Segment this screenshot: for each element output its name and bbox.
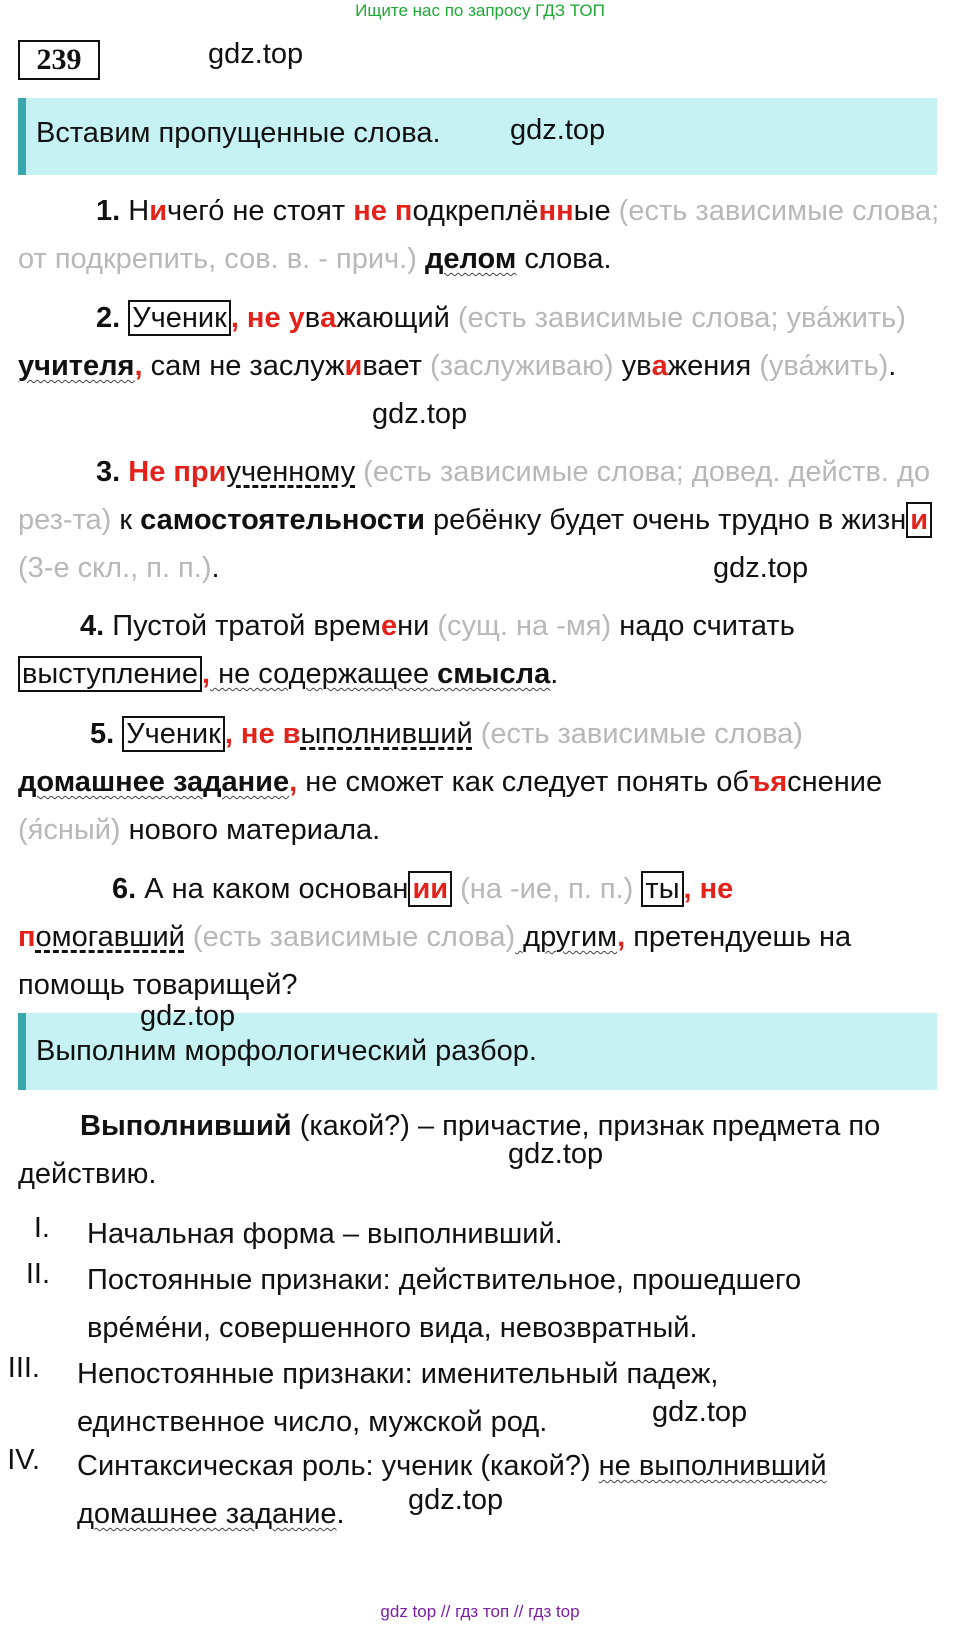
text: . [888,350,897,382]
sentence-number: 1. [96,195,121,227]
boxed-word: выступление [18,656,202,692]
watermark: gdz.top [372,398,468,430]
text [417,243,425,275]
explanation-note: (на -ие, п. п.) [452,873,634,905]
inserted-letters: , не [683,873,734,905]
punctuation: , [289,766,298,798]
sentence-6 [18,865,943,1009]
text: сам не заслуж [142,350,345,382]
inserted-letter: а [320,302,337,334]
watermark: gdz.top [140,1000,236,1032]
text: омогавший [35,921,185,953]
sentence-5 [18,710,943,854]
boxed-ending: и [906,502,932,538]
sentence-4 [18,602,943,698]
text: ученному [226,456,356,488]
explanation-note: (есть зависимые слова; довед. действ. до рез-та) [18,456,931,536]
text: не содержащее [210,658,438,690]
sentence-number: 6. [112,873,137,905]
text: одкреплё [412,195,539,227]
text: . [211,552,220,584]
list-number: II. [25,1258,50,1290]
explanation-note: (есть зависимые слова) [472,718,803,750]
section-title: Выполним морфологический разбор. [36,1035,537,1067]
explanation-note: (есть зависимые слова; от подкрепить, сов. в. - прич.) [18,195,940,275]
explanation-note: (есть зависимые слова; ува́жить) [449,302,906,334]
explanation-note: (я́сный) [18,814,121,846]
emphasized-word: домашнее задание [18,766,290,798]
inserted-letter: и [344,350,363,382]
inserted-letters: , не у [230,302,305,334]
inserted-letters: ри [190,456,227,488]
text: Синтаксическая роль: ученик (какой?) [77,1450,599,1482]
text: ые [573,195,611,227]
text: к [111,504,141,536]
inserted-letters: не п [353,195,413,227]
list-item: Начальная форма – выполнивший. [87,1218,563,1250]
punctuation: , [134,350,143,382]
text: снение [787,766,883,798]
inserted-letter: и [149,195,168,227]
text: другим [515,921,618,953]
punctuation: , [201,658,211,690]
footer-links: gdz top // гдз топ // гдз top [380,1602,580,1621]
text: жающий [336,302,450,334]
top-banner: Ищите нас по запросу ГДЗ ТОП [355,1,605,20]
text: ув [613,350,652,382]
inserted-letter: е [380,610,398,642]
text: ни [397,610,430,642]
inserted-letter: п [18,921,36,953]
morph-intro [18,1102,943,1198]
watermark: gdz.top [408,1484,504,1516]
inserted-letter: ъ [749,766,771,798]
text: вает [362,350,422,382]
inserted-letters: Не п [128,456,191,488]
text: . [336,1498,345,1530]
text: чего́ не стоят [167,195,354,227]
list-number: III. [7,1352,40,1384]
inserted-letter: а [651,350,668,382]
explanation-note: (сущ. на -мя) [429,610,612,642]
explanation-note: (ува́жить) [751,350,889,382]
watermark: gdz.top [713,552,809,584]
text: надо считать [611,610,795,642]
section-title: Вставим пропущенные слова. [36,117,441,149]
list-item: Непостоянные признаки: именительный падеж, единственное число, мужской род. [77,1358,719,1438]
boxed-ending: ии [408,871,452,907]
text: ыполнивший [300,718,473,750]
sentence-number: 3. [96,456,121,488]
text: . [550,658,559,690]
watermark: gdz.top [508,1138,604,1170]
definition-phrase: не выполнивший домашнее задание [77,1450,827,1530]
sentence-1 [18,187,943,283]
explanation-note: (заслуживаю) [421,350,614,382]
sentence-number: 4. [80,610,105,642]
emphasized-word: делом [424,243,517,275]
list-item: Постоянные признаки: действительное, прошедшего вре́ме́ни, совершенного вида, невозвратный. [87,1264,802,1344]
text: нового материала. [120,814,381,846]
sentence-number: 5. [90,718,115,750]
boxed-word: Ученик [122,716,225,752]
inserted-letters: , не в [224,718,301,750]
explanation-note: (есть зависимые слова) [184,921,516,953]
text: ребёнку будет очень трудно в жизн [424,504,907,536]
emphasized-word: смысла [437,658,551,690]
task-number: 239 [18,40,100,80]
text: (какой?) – причастие, признак предмета по действию. [18,1110,881,1190]
watermark: gdz.top [652,1396,748,1428]
text: не сможет как следует понять об [297,766,750,798]
parsed-word: Выполнивший [80,1110,292,1142]
text: жения [667,350,752,382]
punctuation: , [617,921,626,953]
sentence-2 [18,294,943,390]
watermark: gdz.top [510,114,606,146]
sentence-number: 2. [96,302,121,334]
text: претендуешь на помощь товарищей? [18,921,852,1001]
text: Пустой тратой врем [112,610,381,642]
text: слова. [516,243,612,275]
emphasized-word: учителя [18,350,135,382]
explanation-note: (3-е скл., п. п.) [18,552,212,584]
list-number: IV. [7,1444,40,1476]
text: Н [128,195,150,227]
boxed-word: ты [641,871,683,907]
watermark: gdz.top [208,38,304,70]
text: в [304,302,321,334]
text: А на каком основан [144,873,409,905]
emphasized-word: самостоятельности [140,504,425,536]
boxed-word: Ученик [128,300,231,336]
inserted-letters: нн [538,195,574,227]
list-number: I. [33,1212,50,1244]
inserted-letter: я [770,766,788,798]
